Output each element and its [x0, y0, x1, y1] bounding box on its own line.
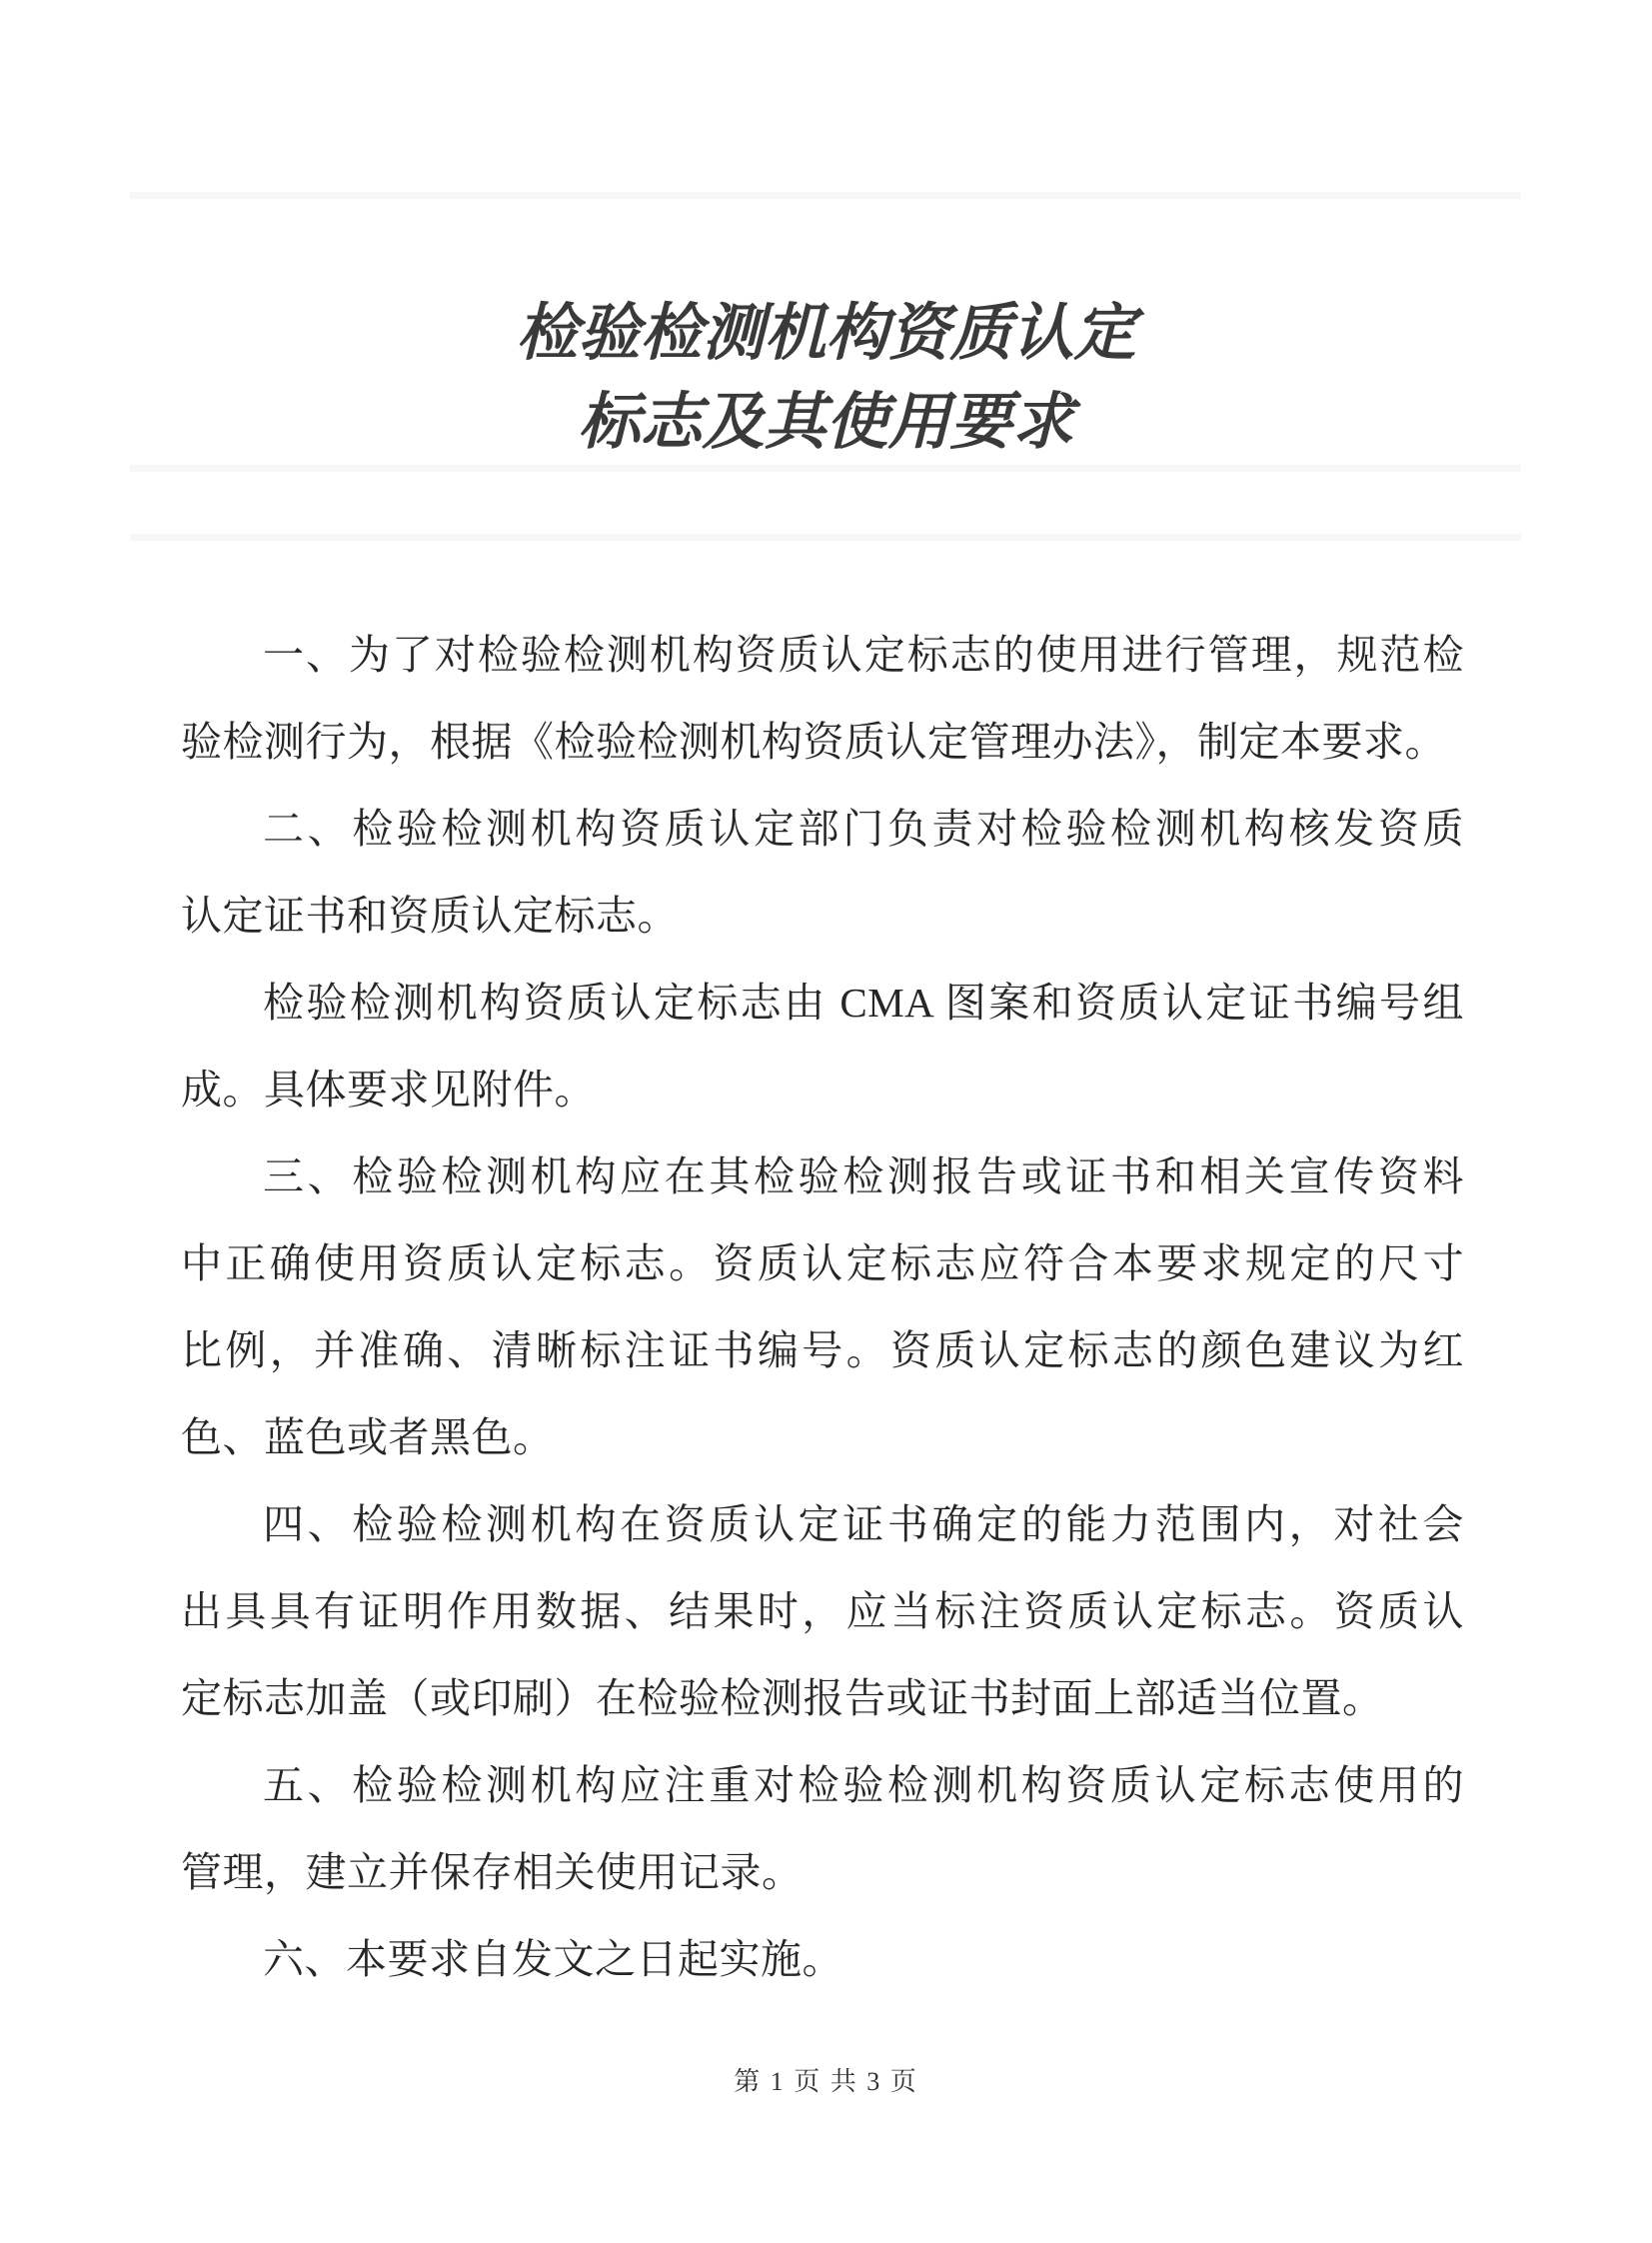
- body-line: 中正确使用资质认定标志。资质认定标志应符合本要求规定的尺寸: [181, 1240, 1464, 1286]
- body-line: 二、检验检测机构资质认定部门负责对检验检测机构核发资质: [263, 806, 1464, 852]
- body-line: 验检测行为，根据《检验检测机构资质认定管理办法》，制定本要求。: [181, 719, 1446, 765]
- body-line: 成。具体要求见附件。: [181, 1067, 596, 1113]
- body-line: 管理，建立并保存相关使用记录。: [181, 1849, 804, 1895]
- scan-artifact-band: [130, 534, 1521, 541]
- body-line: 认定证书和资质认定标志。: [181, 893, 679, 939]
- body-line: 检验检测机构资质认定标志由 CMA 图案和资质认定证书编号组: [263, 980, 1464, 1026]
- body-line: 色、蓝色或者黑色。: [181, 1414, 555, 1460]
- body-line: 定标志加盖（或印刷）在检验检测报告或证书封面上部适当位置。: [181, 1675, 1384, 1721]
- title-line-1: 检验检测机构资质认定: [516, 296, 1136, 369]
- body-line: 出具具有证明作用数据、结果时，应当标注资质认定标志。资质认: [181, 1588, 1464, 1634]
- title-line-2: 标志及其使用要求: [578, 385, 1074, 458]
- page-number-footer: 第 1 页 共 3 页: [734, 2067, 918, 2096]
- document-title: [0, 288, 1652, 466]
- body-line: 一、为了对检验检测机构资质认定标志的使用进行管理，规范检: [263, 632, 1464, 678]
- body-line: 六、本要求自发文之日起实施。: [263, 1936, 843, 1982]
- body-line: 五、检验检测机构应注重对检验检测机构资质认定标志使用的: [263, 1762, 1464, 1808]
- body-line: 三、检验检测机构应在其检验检测报告或证书和相关宣传资料: [263, 1153, 1464, 1199]
- scan-artifact-band: [130, 465, 1521, 472]
- body-line: 四、检验检测机构在资质认定证书确定的能力范围内，对社会: [263, 1501, 1464, 1547]
- document-body: [181, 612, 1464, 2003]
- body-line: 比例，并准确、清晰标注证书编号。资质认定标志的颜色建议为红: [181, 1327, 1464, 1373]
- scan-artifact-band: [130, 192, 1521, 199]
